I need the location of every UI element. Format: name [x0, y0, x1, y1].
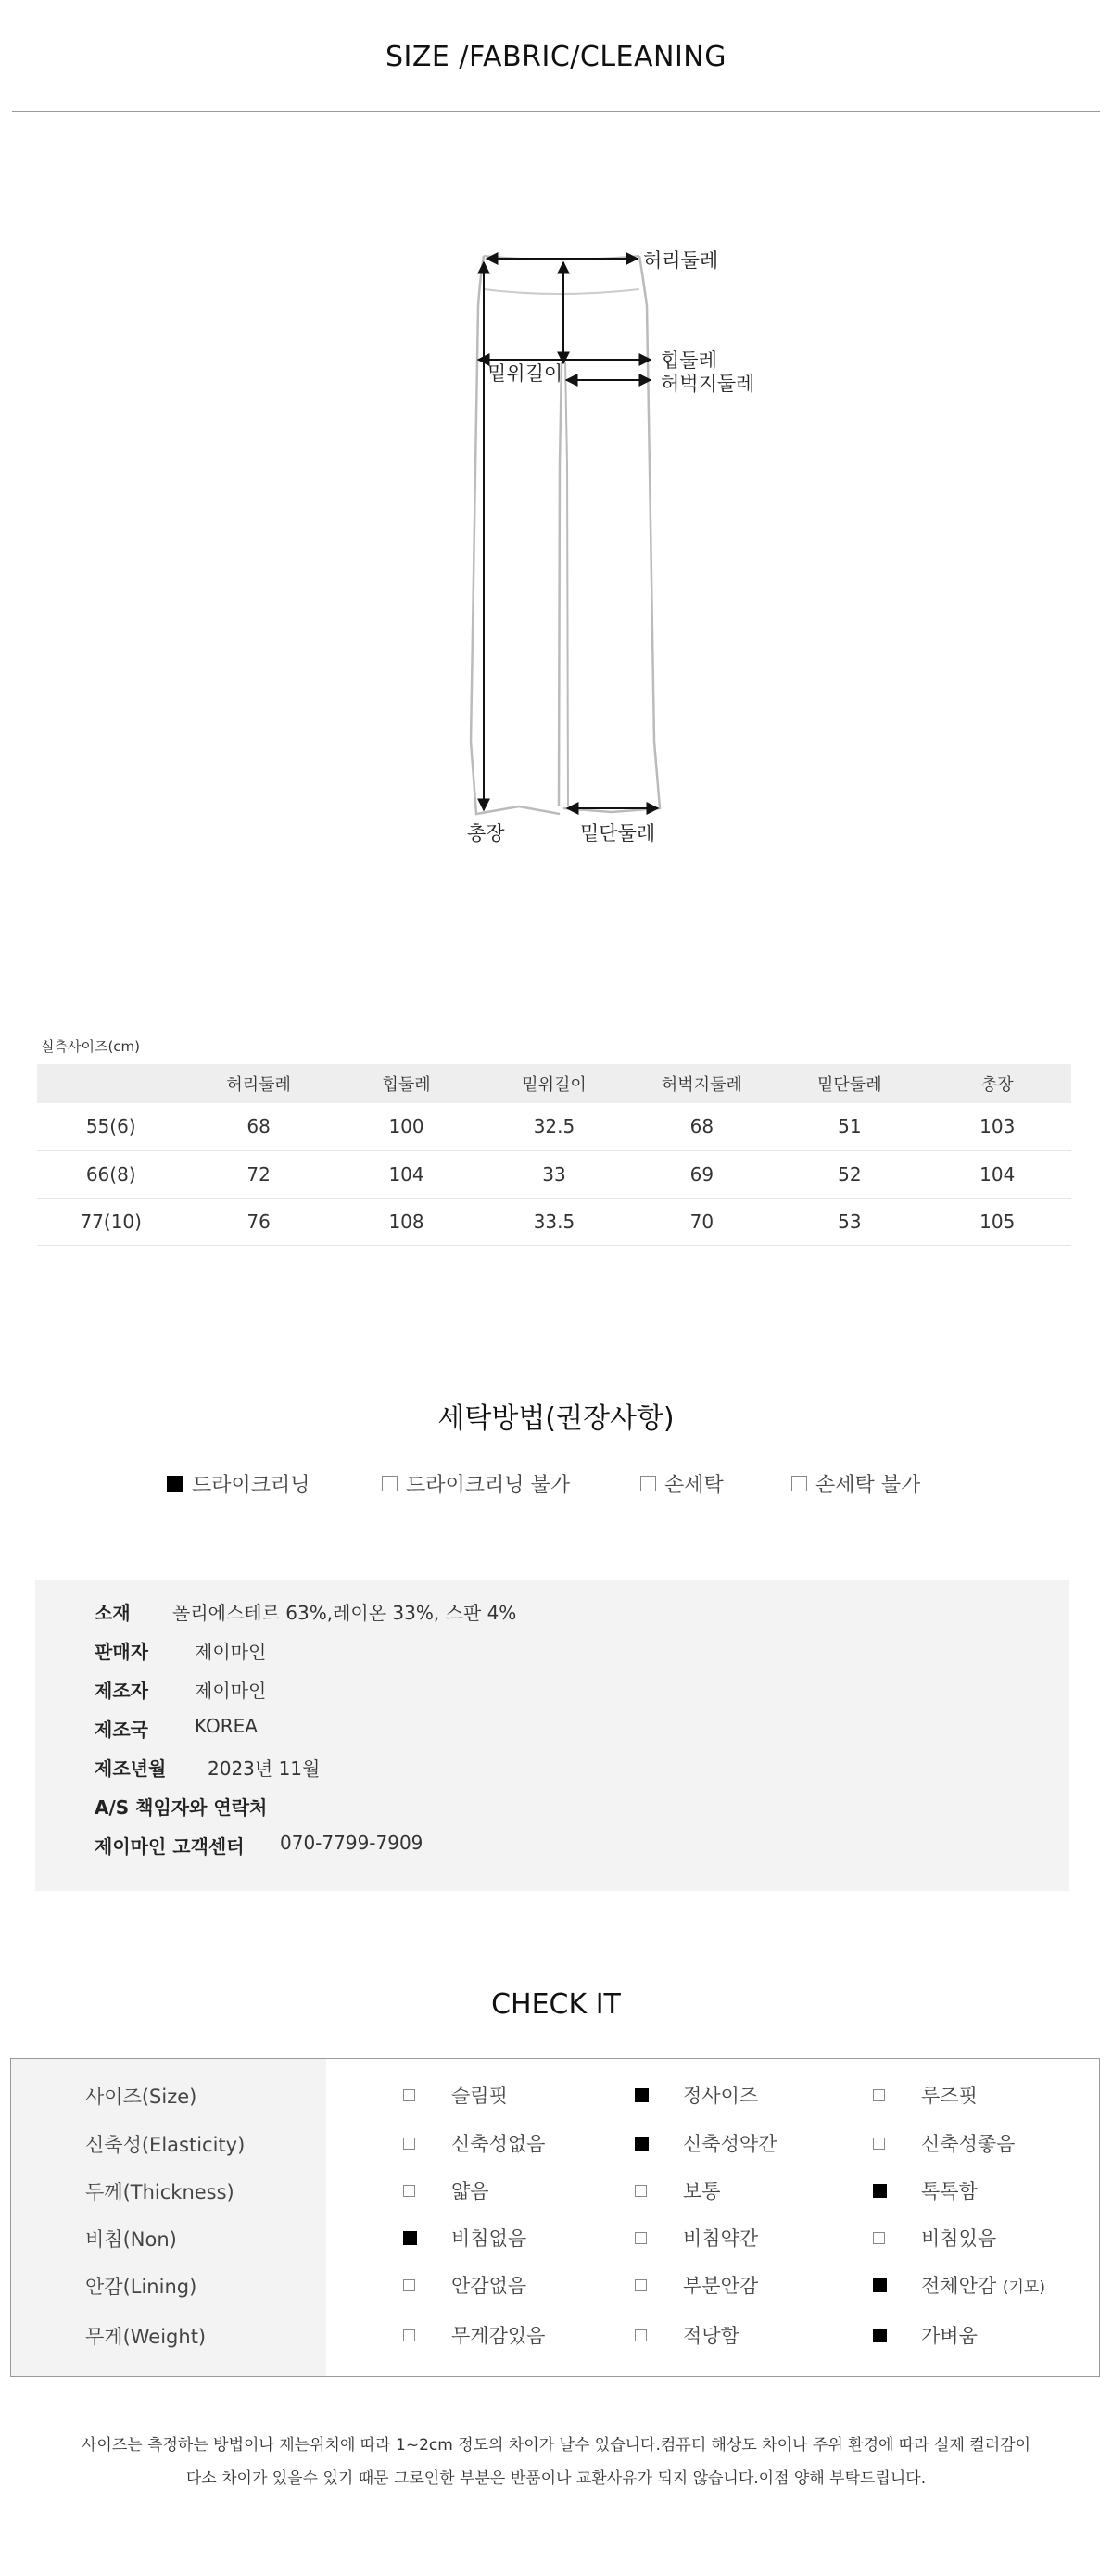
check-row-label: 신축성(Elasticity) — [85, 2134, 246, 2156]
header-cell: 힙둘레 — [333, 1064, 480, 1103]
check-option — [635, 2082, 759, 2108]
option-label: 신축성없음 — [451, 2133, 546, 2155]
label-hip: 힙둘레 — [661, 349, 717, 372]
table-cell: 103 — [924, 1103, 1071, 1150]
checkbox-icon — [403, 2138, 415, 2150]
checkbox-icon — [403, 2231, 417, 2245]
checkbox-icon — [873, 2232, 885, 2244]
check-option — [403, 2082, 508, 2108]
check-option — [635, 2322, 739, 2348]
washing-options — [165, 1469, 999, 1501]
wash-option-hand-wash — [640, 1469, 724, 1498]
washing-title: 세탁방법(권장사항) — [437, 1402, 675, 1435]
size-table-header-row — [37, 1064, 1071, 1103]
check-option — [403, 2177, 489, 2203]
table-cell: 108 — [333, 1198, 480, 1245]
info-value: KOREA — [195, 1715, 258, 1737]
checkbox-icon — [873, 2089, 885, 2101]
info-row-customer-center — [95, 1832, 423, 1859]
info-key: A/S 책임자와 연락처 — [95, 1796, 268, 1819]
table-cell: 104 — [333, 1150, 480, 1198]
option-label: 적당함 — [683, 2325, 739, 2347]
table-cell: 68 — [628, 1103, 776, 1150]
size-table — [37, 1064, 1071, 1246]
table-cell: 105 — [924, 1198, 1071, 1245]
check-option — [873, 2225, 997, 2251]
info-value: 2023년 11월 — [208, 1758, 321, 1780]
info-key: 제이마인 고객센터 — [95, 1835, 245, 1858]
table-cell: 52 — [776, 1150, 923, 1198]
info-key: 제조자 — [95, 1680, 148, 1702]
check-it-title: CHECK IT — [491, 1988, 621, 2021]
wash-option-label: 드라이크리닝 불가 — [406, 1474, 571, 1497]
header-cell: 밑위길이 — [480, 1064, 627, 1103]
checkbox-icon — [403, 2329, 415, 2341]
table-cell: 33 — [480, 1150, 627, 1198]
table-cell: 72 — [184, 1150, 332, 1198]
option-label: 슬림핏 — [451, 2085, 508, 2107]
product-info-box — [35, 1580, 1069, 1891]
checkbox-icon — [873, 2184, 887, 2198]
check-option — [635, 2130, 777, 2156]
checkbox-icon — [635, 2185, 647, 2197]
label-rise: 밑위길이 — [487, 362, 563, 385]
check-option — [873, 2177, 978, 2203]
option-label: 루즈핏 — [921, 2085, 978, 2107]
checkbox-icon — [635, 2232, 647, 2244]
option-label: 비침있음 — [921, 2227, 997, 2250]
header-cell: 허리둘레 — [184, 1064, 332, 1103]
pants-outline-illustration — [0, 232, 1112, 862]
checkbox-icon — [635, 2137, 649, 2151]
wash-option-label: 드라이크리닝 — [192, 1474, 310, 1497]
table-row — [37, 1150, 1071, 1198]
info-row-manufacture-date — [95, 1754, 321, 1781]
table-cell: 69 — [628, 1150, 776, 1198]
header-cell — [37, 1064, 184, 1103]
table-cell: 68 — [184, 1103, 332, 1150]
check-option — [635, 2177, 721, 2203]
wash-option-label: 손세탁 불가 — [815, 1474, 921, 1497]
checkbox-icon — [635, 2088, 649, 2102]
check-row-label: 사이즈(Size) — [85, 2086, 197, 2108]
size-notice — [0, 2429, 1112, 2495]
pants-size-diagram — [0, 232, 1112, 862]
info-row-country — [95, 1715, 258, 1742]
size-table-caption: 실측사이즈(cm) — [41, 1038, 141, 1055]
info-key: 제조국 — [95, 1719, 148, 1741]
table-cell: 32.5 — [480, 1103, 627, 1150]
wash-option-no-hand-wash — [791, 1469, 920, 1498]
check-option — [873, 2130, 1016, 2156]
checkbox-icon — [873, 2278, 887, 2292]
option-label: 보통 — [683, 2180, 721, 2202]
option-label: 톡톡함 — [921, 2180, 978, 2202]
info-value: 제이마인 — [195, 1680, 267, 1702]
header-cell: 총장 — [924, 1064, 1071, 1103]
table-cell: 76 — [184, 1198, 332, 1245]
notice-line: 사이즈는 측정하는 방법이나 재는위치에 따라 1~2cm 정도의 차이가 날수 있습니다.컴퓨터 해상도 차이나 주위 환경에 따라 실제 컬러감이 — [81, 2436, 1030, 2455]
option-label: 비침약간 — [683, 2227, 759, 2250]
checkbox-icon — [791, 1476, 807, 1491]
check-option — [873, 2322, 978, 2348]
checkbox-icon — [635, 2329, 647, 2341]
notice-line: 다소 차이가 있을수 있기 때문 그로인한 부분은 반품이나 교환사유가 되지 않습니다.이점 양해 부탁드립니다. — [185, 2469, 927, 2488]
check-option — [403, 2322, 546, 2348]
checkbox-icon — [640, 1476, 656, 1491]
table-cell: 66(8) — [37, 1150, 184, 1198]
header-divider — [12, 111, 1100, 112]
table-cell: 104 — [924, 1150, 1071, 1198]
check-option — [635, 2225, 759, 2251]
check-option — [635, 2272, 759, 2298]
table-cell: 100 — [333, 1103, 480, 1150]
label-waist: 허리둘레 — [643, 249, 719, 272]
label-thigh: 허벅지둘레 — [661, 373, 755, 395]
option-label-text: 전체안감 — [921, 2275, 997, 2297]
info-value: 제이마인 — [195, 1641, 267, 1663]
info-value: 폴리에스테르 63%,레이온 33%, 스판 4% — [172, 1602, 517, 1624]
check-option — [403, 2272, 527, 2298]
check-row-label: 두께(Thickness) — [85, 2181, 234, 2203]
option-label: 가벼움 — [921, 2325, 978, 2347]
check-row-label: 비침(Non) — [85, 2228, 177, 2251]
checkbox-icon — [873, 2329, 887, 2342]
wash-option-label: 손세탁 — [664, 1474, 724, 1497]
check-option — [873, 2082, 978, 2108]
label-hem: 밑단둘레 — [580, 822, 656, 844]
header-cell: 허벅지둘레 — [628, 1064, 776, 1103]
info-key: 판매자 — [95, 1641, 148, 1663]
option-label: 안감없음 — [451, 2275, 527, 2297]
option-label: 얇음 — [451, 2180, 489, 2202]
table-cell: 51 — [776, 1103, 923, 1150]
option-label: 무게감있음 — [451, 2325, 546, 2347]
check-row-label: 무게(Weight) — [85, 2326, 207, 2348]
info-key: 제조년월 — [95, 1758, 167, 1780]
checkbox-icon — [873, 2138, 885, 2150]
option-label: 정사이즈 — [683, 2085, 759, 2107]
table-cell: 53 — [776, 1198, 923, 1245]
table-row — [37, 1198, 1071, 1245]
header-cell: 밑단둘레 — [776, 1064, 923, 1103]
wash-option-dry-cleaning — [167, 1469, 310, 1498]
check-option — [403, 2130, 546, 2156]
page-title: SIZE /FABRIC/CLEANING — [385, 41, 727, 73]
table-cell: 77(10) — [37, 1198, 184, 1245]
checkbox-icon — [403, 2089, 415, 2101]
info-value: 070-7799-7909 — [280, 1832, 423, 1854]
table-cell: 33.5 — [480, 1198, 627, 1245]
info-row-as-contact — [95, 1793, 267, 1820]
option-label — [921, 2271, 1045, 2299]
wash-option-no-dry-cleaning — [382, 1469, 570, 1498]
table-cell: 55(6) — [37, 1103, 184, 1150]
info-row-material — [95, 1598, 517, 1625]
info-key: 소재 — [95, 1602, 131, 1624]
checkbox-icon — [635, 2279, 647, 2291]
check-it-table — [10, 2058, 1100, 2377]
checkbox-icon — [382, 1476, 398, 1491]
table-row — [37, 1103, 1071, 1150]
info-row-seller — [95, 1637, 267, 1664]
checkbox-icon — [167, 1476, 183, 1492]
checkbox-icon — [403, 2279, 415, 2291]
option-label: 신축성좋음 — [921, 2133, 1016, 2155]
checkbox-icon — [403, 2185, 415, 2197]
check-option — [403, 2225, 527, 2251]
option-label: 비침없음 — [451, 2227, 527, 2250]
check-option — [873, 2272, 1045, 2298]
check-row-label: 안감(Lining) — [85, 2276, 197, 2298]
table-cell: 70 — [628, 1198, 776, 1245]
option-note: (기모) — [1002, 2278, 1045, 2297]
option-label: 신축성약간 — [683, 2133, 777, 2155]
option-label: 부분안감 — [683, 2275, 759, 2297]
label-length: 총장 — [467, 822, 505, 844]
info-row-manufacturer — [95, 1676, 267, 1703]
